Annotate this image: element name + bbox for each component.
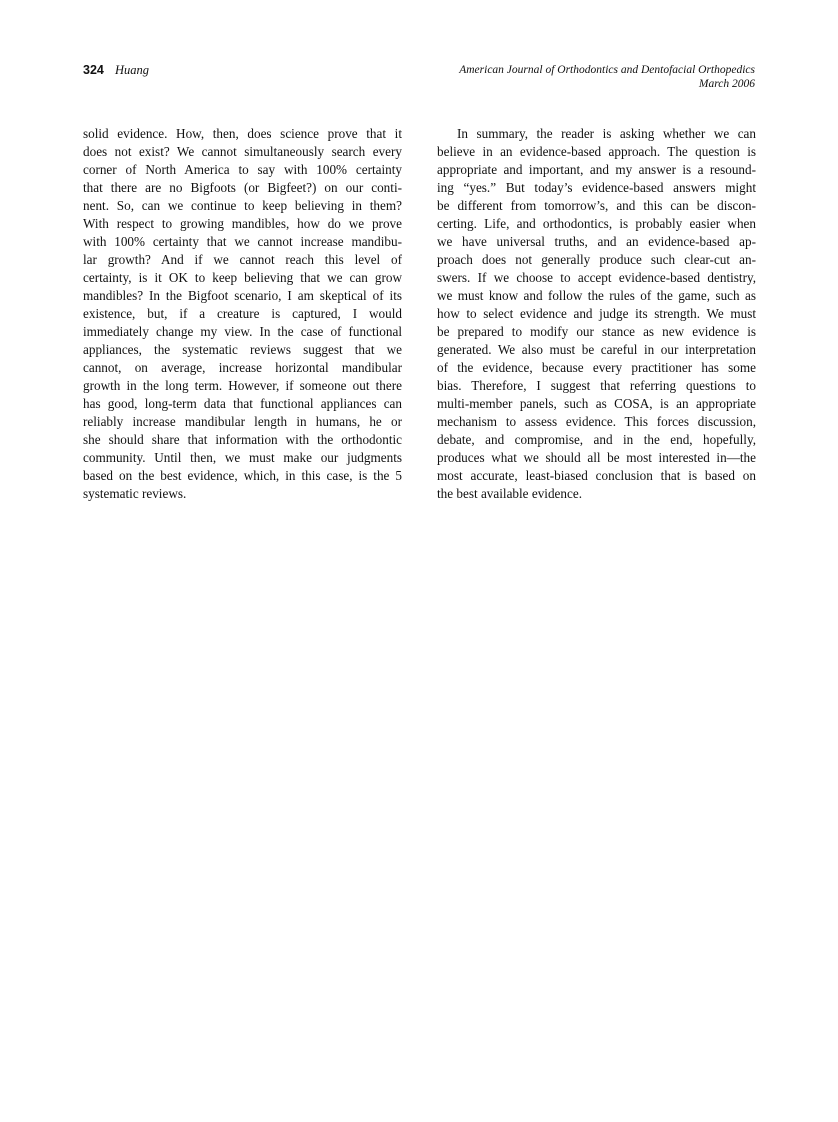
text-line: community. Until then, we must make our judgments [83, 450, 402, 465]
running-header-left [83, 63, 149, 78]
text-line: reliably increase mandibular length in humans, he or [83, 414, 402, 429]
text-line: appropriate and important, and my answer is a resound- [437, 162, 756, 177]
issue-date: March 2006 [698, 78, 755, 90]
text-line: mechanism to assess evidence. This forces discussion, [437, 414, 756, 429]
text-line: how to select evidence and judge its strength. We must [437, 306, 756, 321]
text-line: we have universal truths, and an evidence-based ap- [437, 234, 756, 249]
text-line: debate, and compromise, and in the end, hopefully, [437, 432, 756, 447]
text-line: be different from tomorrow’s, and this can be discon- [437, 198, 756, 213]
text-line: nent. So, can we continue to keep believing in them? [83, 198, 402, 213]
text-line: multi-member panels, such as COSA, is an appropriate [437, 396, 756, 411]
text-line: proach does not generally produce such clear-cut an- [437, 252, 756, 267]
text-line: swers. If we choose to accept evidence-based dentistry, [437, 270, 756, 285]
text-line: solid evidence. How, then, does science prove that it [83, 126, 402, 141]
journal-title: American Journal of Orthodontics and Dentofacial Orthopedics [459, 64, 755, 76]
text-line: believe in an evidence-based approach. The question is [437, 144, 756, 159]
text-line: In summary, the reader is asking whether we can [457, 126, 756, 141]
text-line: she should share that information with the orthodontic [83, 432, 402, 447]
left-text-column [83, 125, 402, 503]
text-line: growth in the long term. However, if someone out there [83, 378, 402, 393]
text-line: lar growth? And if we cannot reach this level of [83, 252, 402, 267]
text-line: mandibles? In the Bigfoot scenario, I am skeptical of its [83, 288, 402, 303]
text-line: has good, long-term data that functional appliances can [83, 396, 402, 411]
text-line: appliances, the systematic reviews suggest that we [83, 342, 402, 357]
text-line: generated. We also must be careful in our interpretation [437, 342, 756, 357]
text-line: be prepared to modify our stance as new evidence is [437, 324, 756, 339]
text-line: corner of North America to say with 100% certainty [83, 162, 402, 177]
text-line: based on the best evidence, which, in this case, is the 5 [83, 468, 402, 483]
text-line: certainty, is it OK to keep believing that we can grow [83, 270, 402, 285]
author-name: Huang [114, 63, 150, 77]
text-line: systematic reviews. [83, 486, 187, 501]
page-number: 324 [83, 63, 104, 77]
text-line: we must know and follow the rules of the game, such as [437, 288, 756, 303]
text-line: certing. Life, and orthodontics, is probably easier when [437, 216, 756, 231]
text-line: the best available evidence. [437, 486, 582, 501]
text-line: cannot, on average, increase horizontal mandibular [83, 360, 402, 375]
text-line: With respect to growing mandibles, how do we prove [83, 216, 402, 231]
right-text-column [437, 125, 756, 503]
text-line: ing “yes.” But today’s evidence-based answers might [437, 180, 756, 195]
text-line: bias. Therefore, I suggest that referring questions to [437, 378, 756, 393]
text-line: that there are no Bigfoots (or Bigfeet?) on our conti- [83, 180, 402, 195]
text-line: most accurate, least-biased conclusion that is based on [437, 468, 756, 483]
text-line: of the evidence, because every practitioner has some [437, 360, 756, 375]
text-line: with 100% certainty that we cannot increase mandibu- [83, 234, 402, 249]
text-line: does not exist? We cannot simultaneously search every [83, 144, 402, 159]
text-line: produces what we should all be most interested in—the [437, 450, 756, 465]
running-header-right [459, 63, 755, 91]
text-line: immediately change my view. In the case of functional [83, 324, 402, 339]
text-line: existence, but, if a creature is captured, I would [83, 306, 402, 321]
